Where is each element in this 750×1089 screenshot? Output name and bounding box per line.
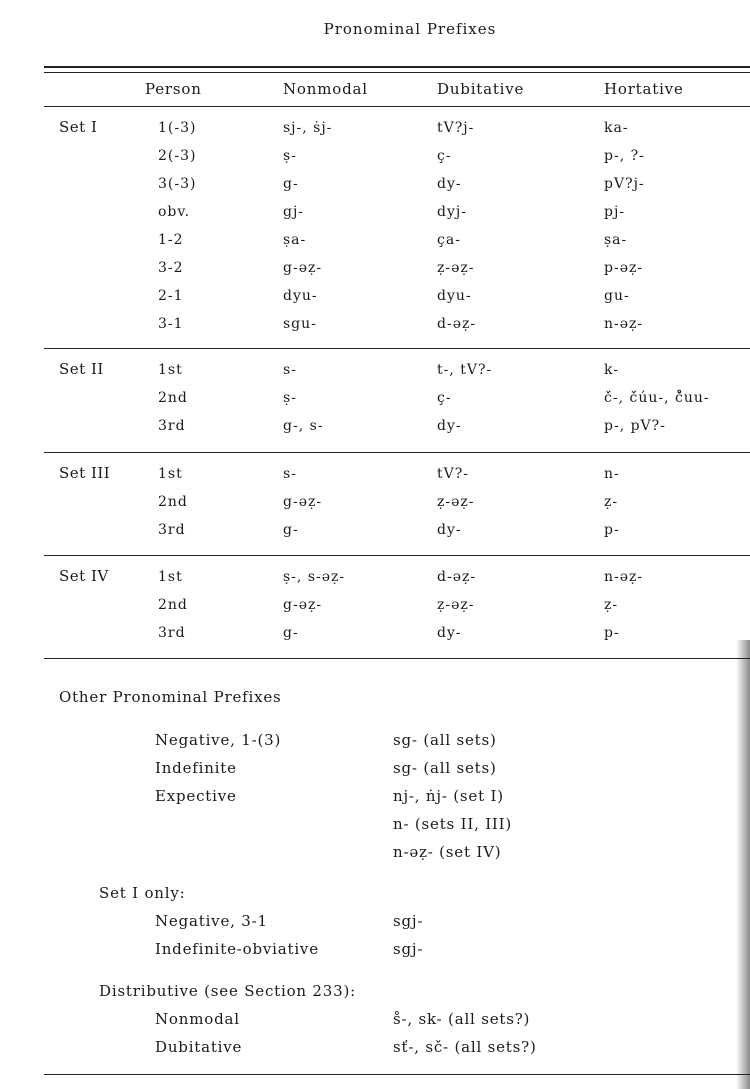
table-cell-hortative: p- xyxy=(604,625,620,641)
table-cell-nonmodal: g-, s- xyxy=(283,418,324,434)
table-cell-hortative: n- xyxy=(604,466,620,482)
table-cell-hortative: p- xyxy=(604,522,620,538)
table-cell-person: 2-1 xyxy=(158,288,184,304)
prefix-value: sgj- xyxy=(393,912,424,930)
set1-only-heading: Set I only: xyxy=(99,884,186,902)
table-cell-hortative: n-əẓ- xyxy=(604,316,644,332)
prefix-value: sg- (all sets) xyxy=(393,759,497,777)
table-cell-hortative: ẓ- xyxy=(604,494,619,510)
table-cell-hortative: p-əẓ- xyxy=(604,260,644,276)
prefix-value: sgj- xyxy=(393,940,424,958)
table-cell-hortative: č́-, č́úu-, č̊uu- xyxy=(604,390,710,406)
table-cell-dubitative: tV?j- xyxy=(437,120,475,136)
set-label: Set IV xyxy=(59,567,109,585)
set-divider-rule xyxy=(44,348,750,349)
distributive-heading: Distributive (see Section 233): xyxy=(99,982,356,1000)
set-divider-rule xyxy=(44,555,750,556)
table-cell-nonmodal: s- xyxy=(283,362,297,378)
other-prefixes-heading: Other Pronominal Prefixes xyxy=(59,688,282,706)
table-cell-dubitative: d-əẓ- xyxy=(437,569,477,585)
table-cell-nonmodal: ṣa- xyxy=(283,232,307,248)
table-cell-person: 3-2 xyxy=(158,260,184,276)
table-cell-person: 3-1 xyxy=(158,316,184,332)
set-label: Set III xyxy=(59,464,111,482)
table-cell-hortative: ka- xyxy=(604,120,629,136)
prefix-label: Negative, 3-1 xyxy=(155,912,268,930)
table-cell-dubitative: dy- xyxy=(437,522,462,538)
table-cell-dubitative: ẓ-əẓ- xyxy=(437,260,475,276)
prefix-label: Indefinite xyxy=(155,759,237,777)
table-cell-hortative: ṣa- xyxy=(604,232,628,248)
table-cell-person: 2nd xyxy=(158,494,188,510)
table-cell-dubitative: ç- xyxy=(437,390,452,406)
header-nonmodal: Nonmodal xyxy=(283,80,368,98)
table-cell-dubitative: dyu- xyxy=(437,288,472,304)
header-hortative: Hortative xyxy=(604,80,684,98)
prefix-value: sť-, sč- (all sets?) xyxy=(393,1038,537,1056)
table-cell-nonmodal: gj- xyxy=(283,204,305,220)
table-cell-dubitative: dy- xyxy=(437,418,462,434)
table-cell-dubitative: dyj- xyxy=(437,204,467,220)
table-top-rule xyxy=(44,66,750,68)
table-cell-person: 1st xyxy=(158,362,183,378)
table-cell-hortative: p-, ?- xyxy=(604,148,645,164)
table-cell-hortative: pV?j- xyxy=(604,176,645,192)
table-cell-person: 3rd xyxy=(158,418,186,434)
table-cell-hortative: k- xyxy=(604,362,619,378)
prefix-value: sg- (all sets) xyxy=(393,731,497,749)
table-cell-dubitative: ẓ-əẓ- xyxy=(437,494,475,510)
prefix-value: n-əẓ- (set IV) xyxy=(393,843,502,861)
table-cell-person: 1(-3) xyxy=(158,120,197,136)
table-cell-dubitative: ça- xyxy=(437,232,461,248)
table-top-rule-inner xyxy=(44,72,750,73)
table-cell-dubitative: tV?- xyxy=(437,466,469,482)
page-binding-shadow xyxy=(736,640,750,1089)
header-rule xyxy=(44,106,750,107)
set-label: Set II xyxy=(59,360,104,378)
prefix-label: Negative, 1-(3) xyxy=(155,731,282,749)
table-cell-person: obv. xyxy=(158,204,191,220)
prefix-label: Indefinite-obviative xyxy=(155,940,319,958)
table-cell-nonmodal: g-əẓ- xyxy=(283,260,323,276)
table-cell-person: 3rd xyxy=(158,625,186,641)
table-cell-nonmodal: ṣ-, s-əẓ- xyxy=(283,569,346,585)
table-cell-dubitative: d-əẓ- xyxy=(437,316,477,332)
table-cell-nonmodal: sgu- xyxy=(283,316,317,332)
header-person: Person xyxy=(145,80,202,98)
table-cell-hortative: ẓ- xyxy=(604,597,619,613)
table-cell-nonmodal: s- xyxy=(283,466,297,482)
set-label: Set I xyxy=(59,118,98,136)
page-bottom-rule xyxy=(44,1074,750,1075)
prefix-label: Expective xyxy=(155,787,237,805)
table-cell-person: 3(-3) xyxy=(158,176,197,192)
table-cell-person: 1-2 xyxy=(158,232,184,248)
prefix-value: n- (sets II, III) xyxy=(393,815,513,833)
prefix-value: s̊-, sk- (all sets?) xyxy=(393,1010,531,1028)
table-cell-nonmodal: g- xyxy=(283,176,299,192)
table-cell-hortative: gu- xyxy=(604,288,630,304)
table-cell-dubitative: dy- xyxy=(437,176,462,192)
table-cell-nonmodal: g-əẓ- xyxy=(283,597,323,613)
table-cell-person: 2nd xyxy=(158,597,188,613)
table-cell-nonmodal: ṣ- xyxy=(283,390,297,406)
table-cell-dubitative: dy- xyxy=(437,625,462,641)
table-cell-dubitative: ç- xyxy=(437,148,452,164)
table-cell-person: 1st xyxy=(158,466,183,482)
table-cell-person: 2nd xyxy=(158,390,188,406)
table-cell-dubitative: ẓ-əẓ- xyxy=(437,597,475,613)
table-cell-nonmodal: ṣ- xyxy=(283,148,297,164)
table-cell-hortative: n-əẓ- xyxy=(604,569,644,585)
table-cell-nonmodal: dyu- xyxy=(283,288,318,304)
table-cell-person: 3rd xyxy=(158,522,186,538)
prefix-label: Nonmodal xyxy=(155,1010,240,1028)
table-cell-person: 1st xyxy=(158,569,183,585)
table-bottom-rule xyxy=(44,658,750,659)
table-cell-person: 2(-3) xyxy=(158,148,197,164)
table-cell-nonmodal: g- xyxy=(283,625,299,641)
table-cell-nonmodal: g-əẓ- xyxy=(283,494,323,510)
table-cell-hortative: p-, pV?- xyxy=(604,418,666,434)
set-divider-rule xyxy=(44,452,750,453)
table-cell-hortative: pj- xyxy=(604,204,626,220)
table-cell-dubitative: t-, tV?- xyxy=(437,362,493,378)
table-cell-nonmodal: g- xyxy=(283,522,299,538)
prefix-label: Dubitative xyxy=(155,1038,243,1056)
page-title: Pronominal Prefixes xyxy=(323,20,497,38)
table-cell-nonmodal: sj-, ṡj- xyxy=(283,120,333,136)
header-dubitative: Dubitative xyxy=(437,80,525,98)
prefix-value: nj-, ṅj- (set I) xyxy=(393,787,504,805)
